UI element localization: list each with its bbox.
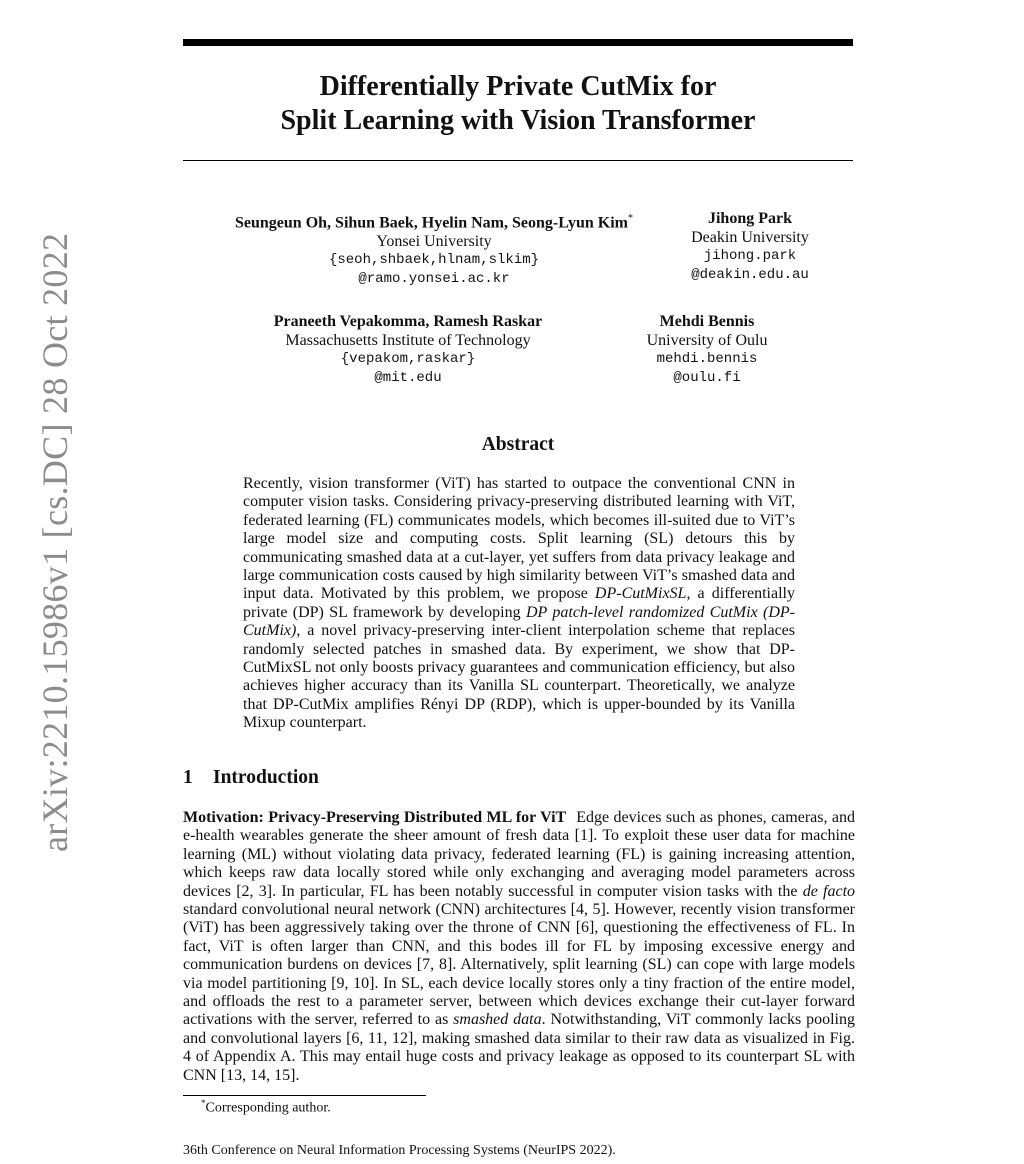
author-email: {vepakom,raskar} [340, 351, 476, 367]
paragraph-heading: Motivation: Privacy-Preserving Distributed ML for ViT [183, 809, 567, 826]
author-email-domain: @oulu.fi [673, 369, 741, 386]
author-affiliation: Massachusetts Institute of Technology [285, 331, 531, 349]
footnote-mark: * [201, 1098, 206, 1108]
author-names: Praneeth Vepakomma, Ramesh Raskar [273, 313, 543, 330]
author-names: Seungeun Oh, Sihun Baek, Hyelin Nam, Seong-Lyun Kim [235, 214, 628, 232]
author-names: Jihong Park [707, 210, 792, 227]
scheme-name: DP patch-level randomized CutMix (DP-CutMix) [243, 603, 796, 640]
author-block-oulu [627, 313, 787, 387]
venue-line: 36th Conference on Neural Information Processing Systems (NeurIPS 2022). [183, 1143, 616, 1158]
author-email-domain: @mit.edu [374, 369, 442, 386]
footnote [201, 1098, 331, 1117]
author-email-domain: @deakin.edu.au [691, 266, 809, 283]
corresponding-mark: * [628, 213, 633, 224]
author-affiliation: Yonsei University [376, 232, 492, 250]
footnote-text: Corresponding author. [205, 1100, 331, 1116]
method-name: DP-CutMixSL [594, 585, 687, 603]
author-email: jihong.park [703, 248, 797, 264]
author-email-domain: @ramo.yonsei.ac.kr [358, 270, 510, 287]
author-names: Mehdi Bennis [659, 313, 755, 330]
abstract-body: Recently, vision transformer (ViT) has started to outpace the conventional CNN in computer vision tasks. Considering privacy-preserving distributed learning with ViT, federated learning (FL) communicates models, which becomes ill-suited due to ViT’s large model size and computing costs. Split learning (SL) detours this by communicating smashed data at a cut-layer, yet suffers from data privacy leakage and large communication costs caused by high similarity between ViT’s smashed data and input data. Motivated by this problem, we propose DP-CutMixSL, a differentially private (DP) SL framework by developing DP patch-level randomized CutMix (DP-CutMix), a novel privacy-preserving inter-client interpolation scheme that replaces randomly selected patches in smashed data. By experiment, we show that DP-CutMixSL not only boosts privacy guarantees and communication efficiency, but also achieves higher accuracy than its Vanilla SL counterpart. Theoretically, we analyze that DP-CutMix amplifies Rényi DP (RDP), which is upper-bounded by its Vanilla Mixup counterpart. [243, 475, 796, 732]
title-line-1: Differentially Private CutMix for [319, 71, 717, 102]
section-title: Introduction [213, 767, 319, 788]
title-rule [183, 160, 853, 161]
intro-paragraph: Motivation: Privacy-Preserving Distributed ML for ViT Edge devices such as phones, cameras, and e-health wearables generate the sheer amount of fresh data [1]. To exploit these user data for machine learning (ML) without violating data privacy, federated learning (FL) is gaining increasing attention, which keeps raw data locally stored while only exchanging and averaging model parameters across devices [2, 3]. In particular, FL has been notably successful in computer vision tasks with the de facto standard convolutional neural network (CNN) architectures [4, 5]. However, recently vision transformer (ViT) has been aggressively taking over the throne of CNN [6], questioning the effectiveness of FL. In fact, ViT is often larger than CNN, and this bodes ill for FL by imposing excessive energy and communication burdens on devices [7, 8]. Alternatively, split learning (SL) can cope with large models via model partitioning [9, 10]. In SL, each device locally stores only a tiny fraction of the entire model, and offloads the rest to a parameter server, between which devices exchange their cut-layer forward activations with the server, referred to as smashed data. Notwithstanding, ViT commonly lacks pooling and convolutional layers [6, 11, 12], making smashed data similar to their raw data as visualized in Fig. 4 of Appendix A. This may entail huge costs and privacy leakage as opposed to its counterpart SL with CNN [13, 14, 15]. [183, 809, 856, 1084]
paper-title [183, 70, 853, 138]
author-affiliation: Deakin University [691, 228, 809, 246]
top-rule [183, 39, 853, 46]
abstract-heading: Abstract [481, 434, 555, 455]
section-heading-introduction [183, 767, 319, 789]
author-block-deakin [670, 210, 830, 284]
arxiv-identifier: arXiv:2210.15986v1 [cs.DC] 28 Oct 2022 [35, 232, 75, 852]
author-block-mit [248, 313, 568, 387]
section-number: 1 [183, 767, 193, 788]
author-affiliation: University of Oulu [646, 331, 768, 349]
title-line-2: Split Learning with Vision Transformer [280, 105, 756, 136]
author-block-yonsei [223, 210, 645, 288]
author-email: {seoh,shbaek,hlnam,slkim} [328, 252, 540, 269]
footnote-rule [183, 1095, 426, 1096]
author-email: mehdi.bennis [656, 351, 758, 367]
